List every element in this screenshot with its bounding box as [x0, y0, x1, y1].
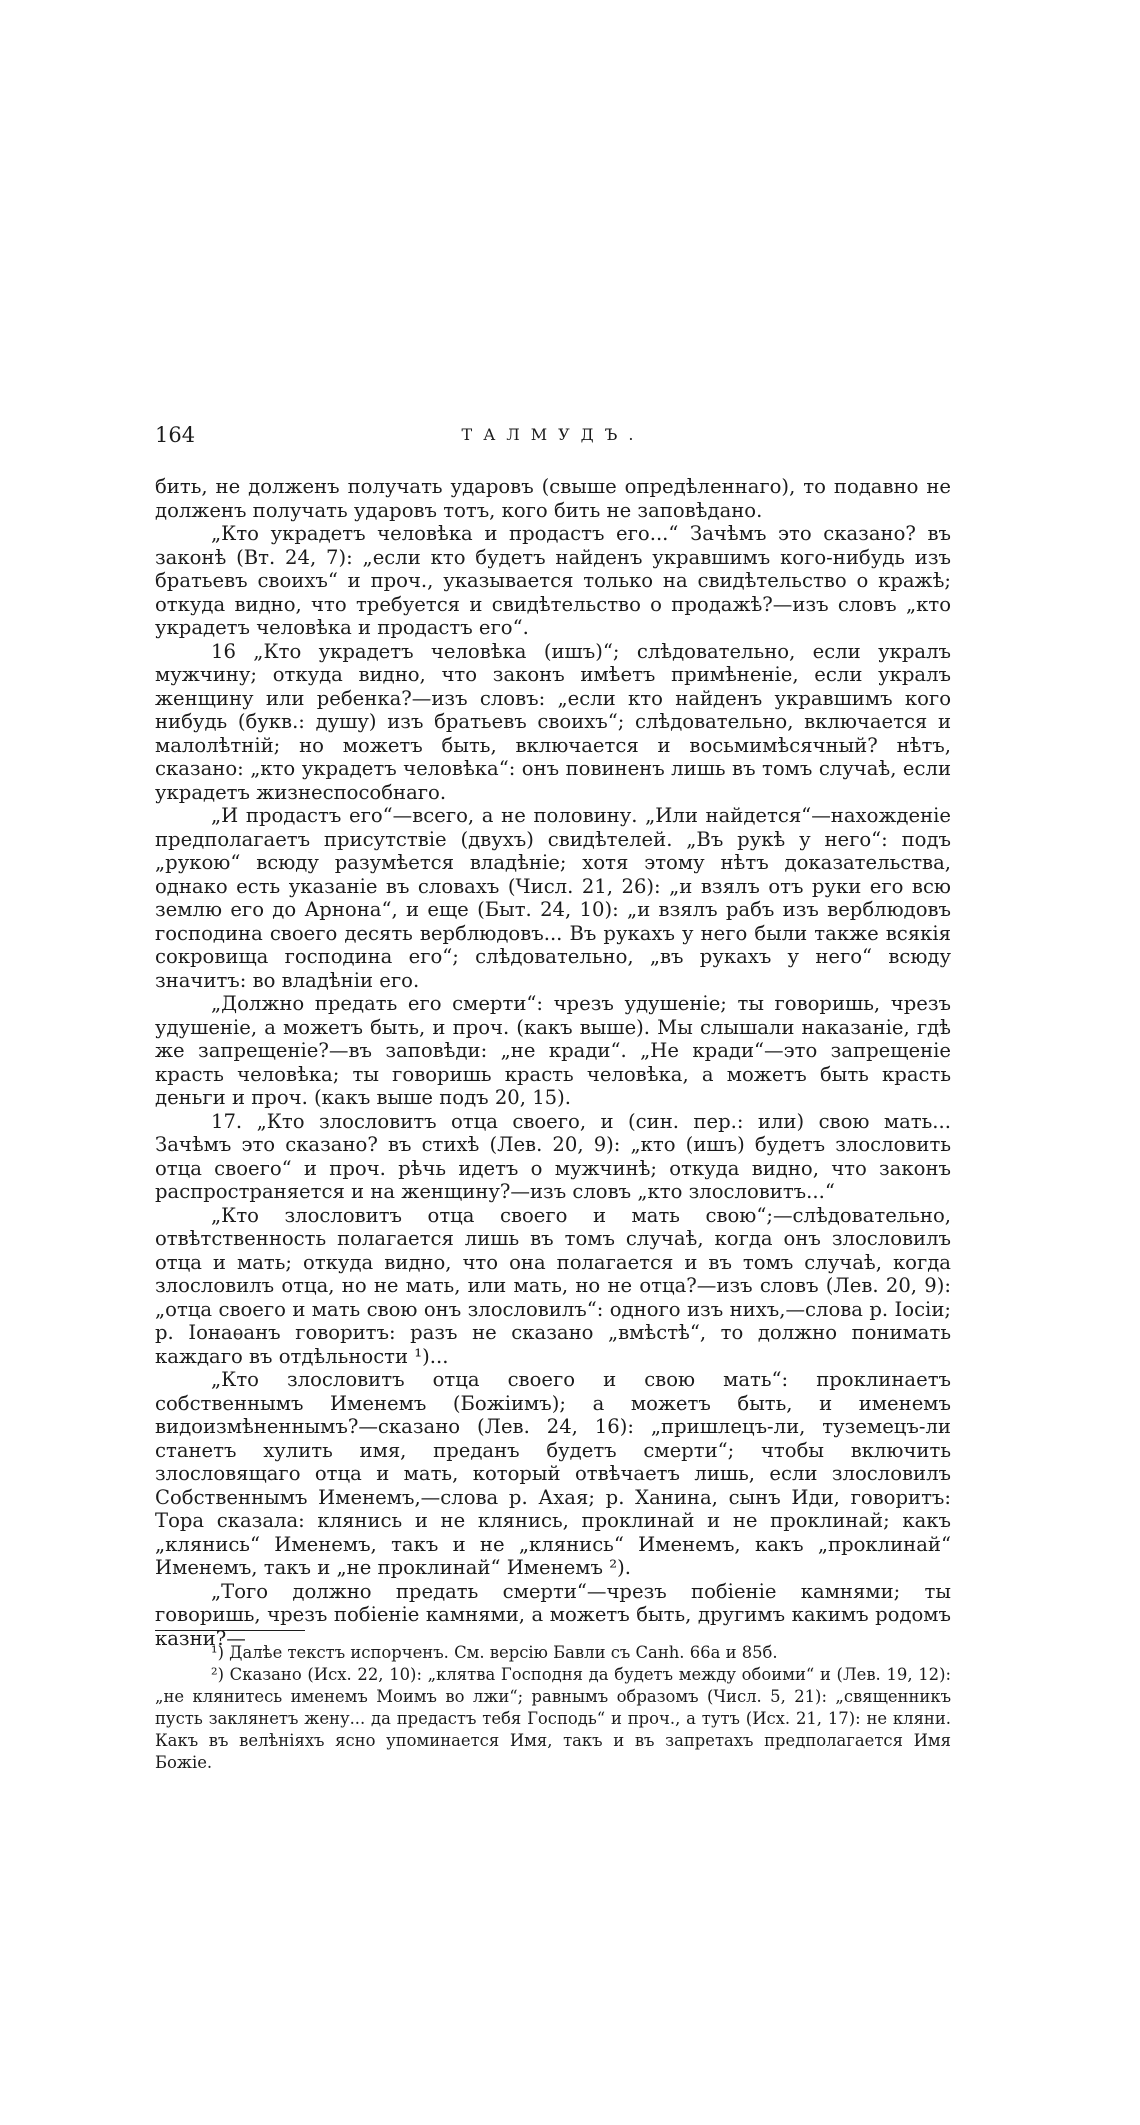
page-header	[155, 423, 951, 453]
footnote-divider	[155, 1630, 305, 1631]
paragraph: „Кто злословитъ отца своего и мать свою“;—слѣдовательно, отвѣтственность полагается лишь въ томъ случаѣ, когда онъ злословилъ отца и мать; откуда видно, что она полагается и въ томъ случаѣ, когда злословилъ отца, но не мать, или мать, но не отца?—изъ словъ (Лев. 20, 9): „отца своего и мать свою онъ злословилъ“: одного изъ нихъ,—слова р. Іосіи; р. Іонаѳанъ говоритъ: разъ не сказано „вмѣстѣ“, то должно понимать каждаго въ отдѣльности ¹)...	[155, 1203, 951, 1368]
main-text	[155, 475, 951, 1650]
paragraph: бить, не долженъ получать ударовъ (свыше опредѣленнаго), то подавно не долженъ получать ударовъ тотъ, кого бить не заповѣдано.	[155, 475, 951, 522]
paragraph: „Того должно предать смерти“—чрезъ побіеніе камнями; ты говоришь, чрезъ побіеніе камнями, а можетъ быть, другимъ какимъ родомъ казни?—	[155, 1579, 951, 1650]
paragraph: 16 „Кто украдетъ человѣка (ишъ)“; слѣдовательно, если укралъ мужчину; откуда видно, что законъ имѣетъ примѣненіе, если укралъ женщину или ребенка?—изъ словъ: „если кто найденъ укравшимъ кого нибудь (букв.: душу) изъ братьевъ своихъ“; слѣдовательно, включается и малолѣтній; но можетъ быть, включается и восьмимѣсячный? нѣтъ, сказано: „кто украдетъ человѣка“: онъ повиненъ лишь въ томъ случаѣ, если украдетъ жизнеспособнаго.	[155, 639, 951, 804]
footnotes	[155, 1642, 951, 1774]
running-title: ТАЛМУДЪ.	[461, 425, 645, 444]
paragraph: „Кто злословитъ отца своего и свою мать“: проклинаетъ собственнымъ Именемъ (Божіимъ); а можетъ быть, и именемъ видоизмѣненнымъ?—сказано (Лев. 24, 16): „пришлецъ-ли, туземецъ-ли станетъ хулить имя, преданъ будетъ смерти“; чтобы включить злословящаго отца и мать, который отвѣчаетъ лишь, если злословилъ Собственнымъ Именемъ,—слова р. Ахая; р. Ханина, сынъ Иди, говоритъ: Тора сказала: клянись и не клянись, проклинай и не проклинай; какъ „клянись“ Именемъ, такъ и не „клянись“ Именемъ, какъ „проклинай“ Именемъ, такъ и „не проклинай“ Именемъ ²).	[155, 1368, 951, 1579]
paragraph: „Кто украдетъ человѣка и продастъ его...“ Зачѣмъ это сказано? въ законѣ (Вт. 24, 7): „если кто будетъ найденъ укравшимъ кого-нибудь изъ братьевъ своихъ“ и проч., указывается только на свидѣтельство о кражѣ; откуда видно, что требуется и свидѣтельство о продажѣ?—изъ словъ „кто украдетъ человѣка и продастъ его“.	[155, 522, 951, 639]
footnote: ²) Сказано (Исх. 22, 10): „клятва Господня да будетъ между обоими“ и (Лев. 19, 12): „не клянитесь именемъ Моимъ во лжи“; равнымъ образомъ (Числ. 5, 21): „священникъ пусть заклянетъ жену... да предастъ тебя Господь“ и проч., а тутъ (Исх. 21, 17): не кляни. Какъ въ велѣніяхъ ясно упоминается Имя, такъ и въ запретахъ предполагается Имя Божіе.	[155, 1665, 951, 1772]
page-number: 164	[155, 423, 196, 447]
footnote: ¹) Далѣе текстъ испорченъ. См. версію Бавли съ Санh. 66а и 85б.	[211, 1643, 778, 1662]
paragraph: „Должно предать его смерти“: чрезъ удушеніе; ты говоришь, чрезъ удушеніе, а можетъ быть, и проч. (какъ выше). Мы слышали наказаніе, гдѣ же запрещеніе?—въ заповѣди: „не кради“. „Не кради“—это запрещеніе красть человѣка; ты говоришь красть человѣка, а можетъ быть красть деньги и проч. (какъ выше подъ 20, 15).	[155, 992, 951, 1109]
paragraph: 17. „Кто злословитъ отца своего, и (син. пер.: или) свою мать... Зачѣмъ это сказано? въ стихѣ (Лев. 20, 9): „кто (ишъ) будетъ злословить отца своего“ и проч. рѣчь идетъ о мужчинѣ; откуда видно, что законъ распространяется и на женщину?—изъ словъ „кто злословитъ...“	[155, 1109, 951, 1203]
paragraph: „И продастъ его“—всего, а не половину. „Или найдется“—нахожденіе предполагаетъ присутствіе (двухъ) свидѣтелей. „Въ рукѣ у него“: подъ „рукою“ всюду разумѣется владѣніе; хотя этому нѣтъ доказательства, однако есть указаніе въ словахъ (Числ. 21, 26): „и взялъ отъ руки его всю землю его до Арнона“, и еще (Быт. 24, 10): „и взялъ рабъ изъ верблюдовъ господина своего десять верблюдовъ... Въ рукахъ у него были также всякія сокровища господина его“; слѣдовательно, „въ рукахъ у него“ всюду значитъ: во владѣніи его.	[155, 804, 951, 992]
